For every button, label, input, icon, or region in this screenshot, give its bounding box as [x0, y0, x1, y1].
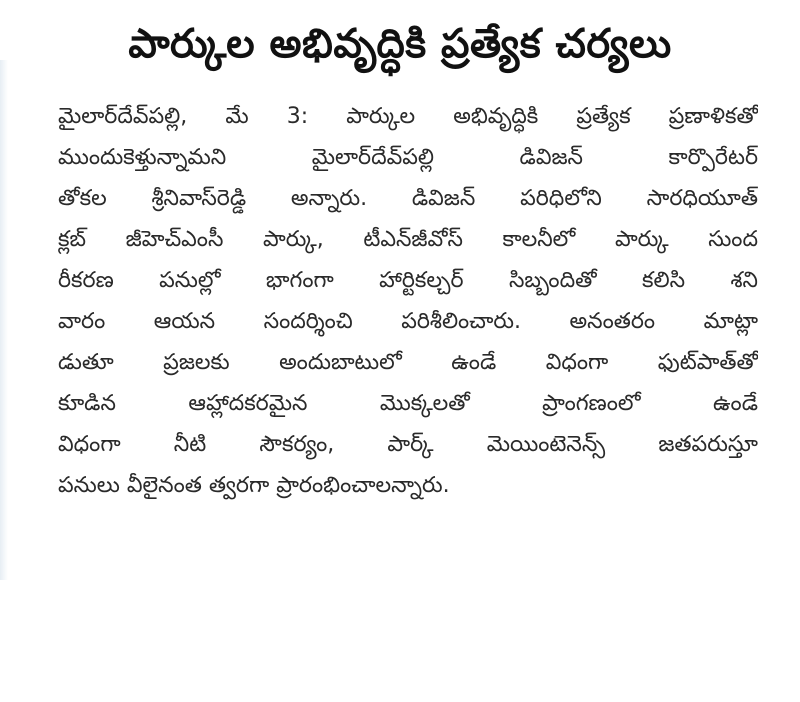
article-line-6: వారం ఆయన సందర్శించి పరిశీలించారు. అనంతరం మాట్లా	[58, 309, 758, 334]
article-body	[58, 96, 758, 506]
article-line-7: డుతూ ప్రజలకు అందుబాటులో ఉండే విధంగా ఫుట్‌పాత్‌తో	[58, 350, 758, 375]
article-line-4: క్లబ్ జీహెచ్‌ఎంసీ పార్కు, టీఎన్‌జీవోస్ కాలనీలో పార్కు సుంద	[58, 227, 758, 252]
article-line-9: విధంగా నీటి సౌకర్యం, పార్క్ మెయింటెనెన్స్ జతపరుస్తూ	[58, 432, 758, 457]
article-line-10: పనులు వీలైనంత త్వరగా ప్రారంభించాలన్నారు.	[58, 473, 450, 498]
article-headline: పార్కుల అభివృద్ధికి ప్రత్యేక చర్యలు	[128, 21, 672, 67]
article-line-3: తోకల శ్రీనివాస్‌రెడ్డి అన్నారు. డివిజన్ పరిధిలోని సారధియూత్	[58, 186, 758, 211]
article-line-5: రీకరణ పనుల్లో భాగంగా హార్టికల్చర్ సిబ్బందితో కలిసి శని	[58, 268, 758, 293]
article-line-8: కూడిన ఆహ్లాదకరమైన మొక్కలతో ప్రాంగణంలో ఉండే	[58, 391, 758, 416]
article-line-2: ముందుకెళ్తున్నామని మైలార్‌దేవ్‌పల్లి డివిజన్ కార్పొరేటర్	[58, 145, 758, 170]
page-edge-shadow	[0, 60, 8, 580]
article-line-1: మైలార్‌దేవ్‌పల్లి, మే 3: పార్కుల అభివృద్ధికి ప్రత్యేక ప్రణాళికతో	[58, 104, 758, 129]
